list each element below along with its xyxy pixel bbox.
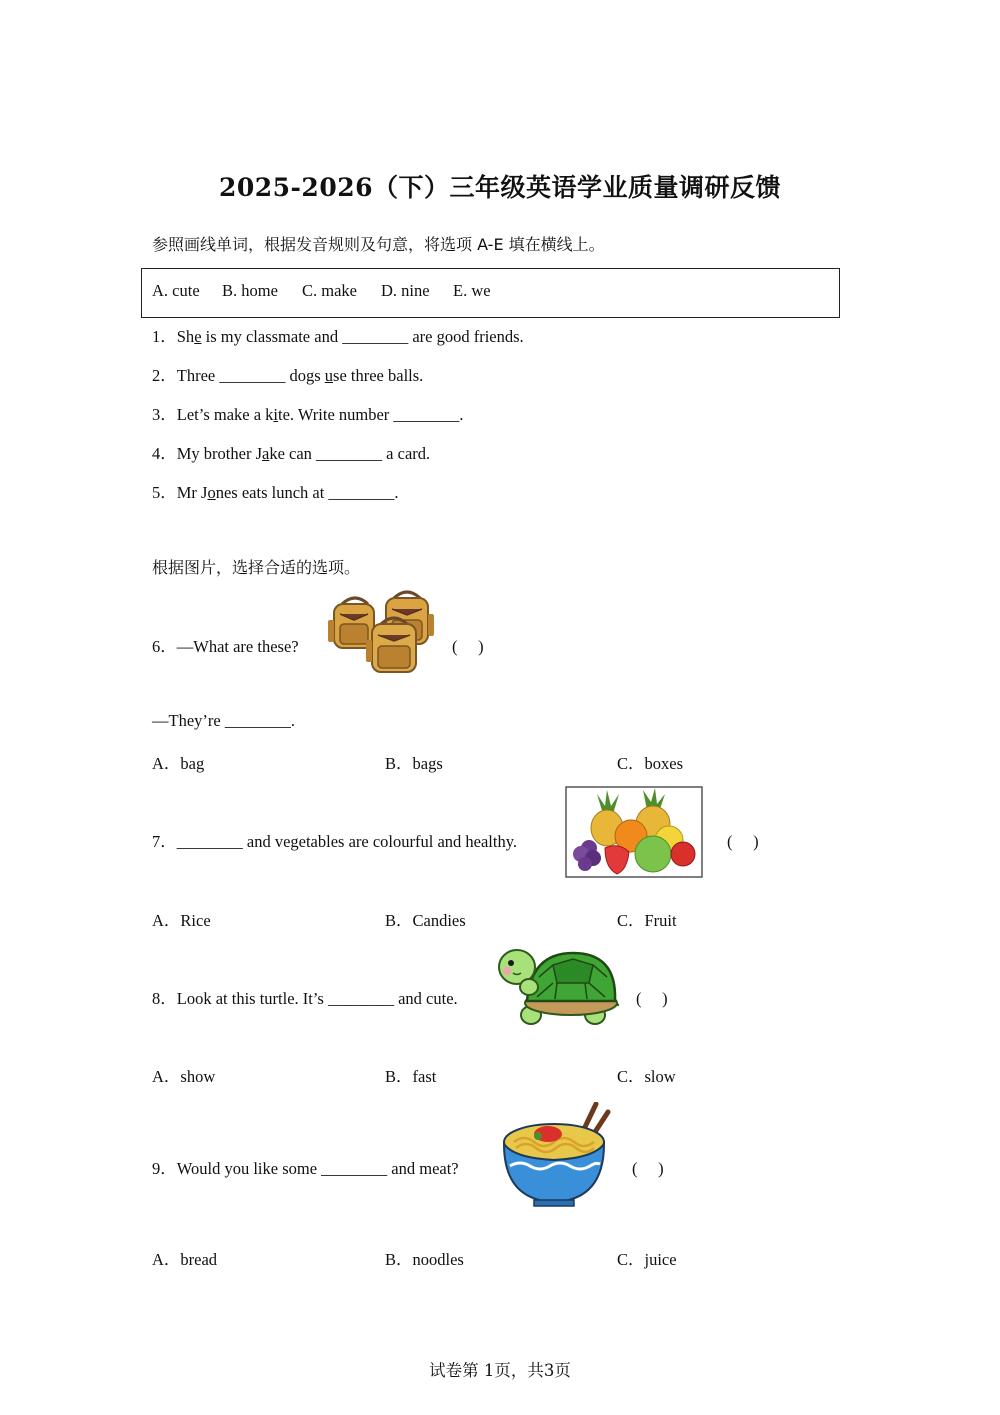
question-1 (152, 323, 524, 347)
choice-a: A．Rice (152, 911, 211, 930)
option-a: A. cute (152, 281, 200, 300)
question-number: 6． (152, 637, 177, 656)
question-text: ke can ________ a card. (269, 444, 431, 463)
option-d: D. nine (381, 281, 430, 300)
choice-b: B．noodles (385, 1250, 464, 1269)
question-text: te. Write number ________. (278, 405, 464, 424)
choice-c: C．Fruit (617, 911, 677, 930)
question-text: —What are these? (176, 637, 299, 656)
question-text: Sh (176, 327, 195, 346)
underlined-letter: e (194, 327, 202, 346)
question-text: Would you like some ________ and meat? (176, 1159, 459, 1178)
choice-a: A．bread (152, 1250, 218, 1269)
answer-line: —They’re ________. (152, 711, 295, 730)
question-number: 9． (152, 1159, 177, 1178)
question-4 (152, 440, 430, 464)
question-text: Look at this turtle. It’s ________ and cute. (176, 989, 458, 1008)
choice-b: B．fast (385, 1067, 437, 1086)
question-7 (152, 828, 517, 852)
option-b: B. home (222, 281, 278, 300)
question-9 (152, 1155, 459, 1179)
question-number: 3． (152, 405, 177, 424)
section1-instruction: 参照画线单词，根据发音规则及句意，将选项 A-E 填在横线上。 (152, 235, 605, 254)
question-3 (152, 401, 464, 425)
underlined-letter: o (207, 483, 216, 502)
question-text: se three balls. (333, 366, 424, 385)
underlined-letter: a (262, 444, 270, 463)
section2-instruction: 根据图片，选择合适的选项。 (152, 558, 361, 577)
question-text: Mr J (176, 483, 208, 502)
page-title: 2025-2026（下）三年级英语学业质量调研反馈 (218, 173, 782, 202)
choice-c: C．boxes (617, 754, 683, 773)
question-text: is my classmate and ________ are good friends. (201, 327, 524, 346)
option-e: E. we (453, 281, 491, 300)
question-number: 1． (152, 327, 177, 346)
choice-c: C．juice (617, 1250, 677, 1269)
question-text: Three ________ dogs (176, 366, 325, 385)
question-number: 2． (152, 366, 177, 385)
question-number: 7． (152, 832, 177, 851)
option-c: C. make (302, 281, 357, 300)
answer-parentheses: ( ) (636, 989, 668, 1008)
answer-parentheses: ( ) (452, 637, 484, 656)
question-text: My brother J (176, 444, 262, 463)
question-text: Let’s make a k (176, 405, 274, 424)
question-number: 4． (152, 444, 177, 463)
fruit-basket-icon (565, 786, 703, 878)
choice-a: A．show (152, 1067, 216, 1086)
question-number: 5． (152, 483, 177, 502)
question-2 (152, 362, 423, 386)
question-5 (152, 479, 399, 503)
backpacks-icon (326, 590, 438, 676)
answer-parentheses: ( ) (632, 1159, 664, 1178)
question-text: nes eats lunch at ________. (215, 483, 399, 502)
question-6 (152, 633, 299, 657)
page-footer: 试卷第 1页，共3页 (429, 1361, 571, 1380)
question-text: ________ and vegetables are colourful and healthy. (176, 832, 518, 851)
noodle-bowl-icon (500, 1102, 612, 1210)
choice-c: C．slow (617, 1067, 676, 1086)
choice-a: A．bag (152, 754, 205, 773)
underlined-letter: u (324, 366, 334, 385)
question-number: 8． (152, 989, 177, 1008)
choice-b: B．Candies (385, 911, 466, 930)
choice-b: B．bags (385, 754, 443, 773)
turtle-icon (497, 943, 619, 1031)
question-8 (152, 985, 458, 1009)
answer-parentheses: ( ) (727, 832, 759, 851)
underlined-letter: i (273, 405, 279, 424)
word-options-box (141, 268, 840, 318)
